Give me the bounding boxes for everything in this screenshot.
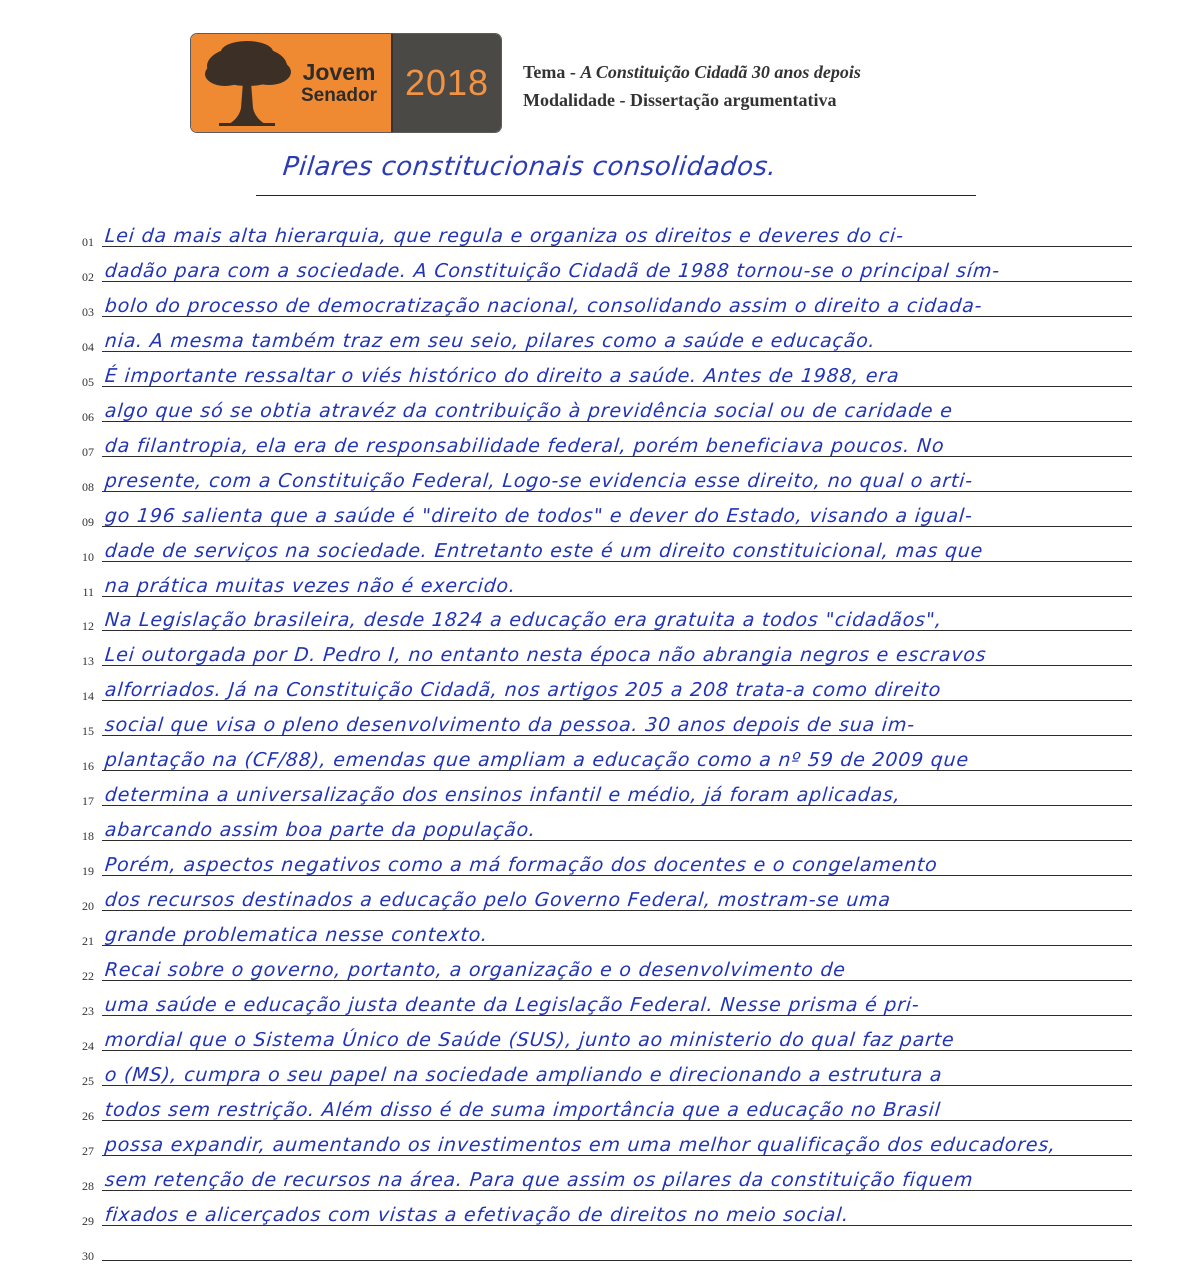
handwritten-text: nia. A mesma também traz em seu seio, pilares como a saúde e educação.	[104, 329, 877, 352]
line-number: 09	[82, 514, 94, 529]
essay-title: Pilares constitucionais consolidados.	[281, 152, 779, 182]
handwritten-text: Lei outorgada por D. Pedro I, no entanto nesta época não abrangia negros e escravos	[104, 644, 988, 667]
essay-line	[0, 251, 1200, 285]
handwritten-text: abarcando assim boa parte da população.	[104, 819, 537, 842]
handwritten-text: Na Legislação brasileira, desde 1824 a educação era gratuita a todos "cidadãos",	[104, 609, 944, 632]
essay-line	[0, 600, 1200, 634]
line-number: 18	[82, 829, 94, 844]
handwritten-text: go 196 salienta que a saúde é "direito de todos" e dever do Estado, visando a igual-	[104, 504, 974, 527]
essay-line	[0, 1090, 1200, 1124]
handwritten-text: todos sem restrição. Além disso é de suma importância que a educação no Brasil	[104, 1098, 942, 1121]
line-number: 16	[82, 759, 94, 774]
handwritten-text: Porém, aspectos negativos como a má formação dos docentes e o congelamento	[104, 854, 939, 877]
logo-year: 2018	[391, 34, 501, 132]
essay-line	[0, 740, 1200, 774]
line-number: 17	[82, 794, 94, 809]
line-number: 24	[82, 1038, 94, 1053]
handwritten-text: uma saúde e educação justa deante da Legislação Federal. Nesse prisma é pri-	[104, 993, 921, 1016]
handwritten-text: dadão para com a sociedade. A Constituição Cidadã de 1988 tornou-se o principal sím-	[104, 259, 1001, 282]
handwritten-text: determina a universalização dos ensinos infantil e médio, já foram aplicadas,	[104, 784, 902, 807]
handwritten-text: bolo do processo de democratização nacional, consolidando assim o direito a cidada-	[104, 294, 984, 317]
tema-label: Tema -	[523, 62, 581, 82]
tema-value: A Constituição Cidadã 30 anos depois	[580, 62, 861, 82]
handwritten-text: alforriados. Já na Constituição Cidadã, nos artigos 205 a 208 trata-a como direito	[104, 679, 943, 702]
ruled-line	[102, 1260, 1132, 1261]
handwritten-text: grande problematica nesse contexto.	[104, 924, 489, 946]
handwritten-text: Recai sobre o governo, portanto, a organização e o desenvolvimento de	[104, 958, 847, 981]
essay-line	[0, 496, 1200, 530]
line-number: 07	[82, 444, 94, 459]
line-number: 28	[82, 1178, 94, 1193]
handwritten-text: algo que só se obtia atravéz da contribuição à previdência social ou de caridade e	[104, 399, 954, 422]
essay-line	[0, 321, 1200, 355]
line-number: 20	[82, 899, 94, 914]
line-number: 04	[82, 339, 94, 354]
essay-line	[0, 775, 1200, 809]
handwritten-text: plantação na (CF/88), emendas que ampliam a educação como a nº 59 de 2009 que	[104, 749, 970, 772]
essay-line	[0, 391, 1200, 425]
modalidade-label: Modalidade -	[523, 90, 631, 110]
line-number: 08	[82, 479, 94, 494]
line-number: 21	[82, 934, 94, 948]
logo-word-senador: Senador	[300, 85, 378, 106]
line-number: 14	[82, 689, 94, 704]
essay-line	[0, 1020, 1200, 1054]
line-number: 03	[82, 304, 94, 319]
line-number: 06	[82, 409, 94, 424]
essay-line	[0, 566, 1200, 600]
essay-line	[0, 880, 1200, 914]
line-number: 15	[82, 724, 94, 739]
handwritten-text: dos recursos destinados a educação pelo Governo Federal, mostram-se uma	[104, 889, 892, 912]
handwritten-text: dade de serviços na sociedade. Entretanto este é um direito constituicional, mas que	[104, 539, 985, 562]
essay-line	[0, 950, 1200, 984]
handwritten-text: É importante ressaltar o viés histórico do direito a saúde. Antes de 1988, era	[104, 364, 901, 387]
essay-line	[0, 705, 1200, 739]
essay-line	[0, 356, 1200, 390]
essay-line	[0, 216, 1200, 250]
line-number: 10	[82, 549, 94, 564]
essay-line	[0, 1055, 1200, 1089]
line-number: 01	[82, 235, 94, 249]
essay-line	[0, 1230, 1200, 1264]
essay-line	[0, 1160, 1200, 1194]
essay-line	[0, 670, 1200, 704]
essay-line	[0, 845, 1200, 879]
line-number: 22	[82, 968, 94, 983]
line-number: 02	[82, 269, 94, 284]
handwritten-text: mordial que o Sistema Único de Saúde (SUS), junto ao ministerio do qual faz parte	[104, 1028, 956, 1051]
essay-line	[0, 1195, 1200, 1229]
essay-line	[0, 531, 1200, 565]
line-number: 26	[82, 1108, 94, 1123]
line-number: 19	[82, 864, 94, 879]
line-number: 25	[82, 1073, 94, 1088]
essay-line	[0, 461, 1200, 495]
line-number: 12	[82, 619, 94, 634]
handwritten-text: possa expandir, aumentando os investimentos em uma melhor qualificação dos educadores,	[104, 1133, 1057, 1156]
handwritten-text: sem retenção de recursos na área. Para que assim os pilares da constituição fiquem	[104, 1168, 975, 1191]
essay-line	[0, 635, 1200, 669]
line-number: 30	[82, 1248, 94, 1263]
handwritten-text: social que visa o pleno desenvolvimento da pessoa. 30 anos depois de sua im-	[104, 714, 916, 737]
essay-line	[0, 985, 1200, 1019]
modalidade-value: Dissertação argumentativa	[630, 90, 837, 110]
essay-line	[0, 286, 1200, 320]
essay-line	[0, 426, 1200, 460]
line-number: 05	[82, 374, 94, 389]
line-number: 23	[82, 1003, 94, 1018]
handwritten-text: o (MS), cumpra o seu papel na sociedade ampliando e direcionando a estrutura a	[104, 1063, 944, 1086]
handwritten-text: na prática muitas vezes não é exercido.	[104, 574, 517, 597]
line-number: 27	[82, 1143, 94, 1158]
handwritten-text: fixados e alicerçados com vistas a efetivação de direitos no meio social.	[104, 1203, 851, 1226]
essay-line	[0, 915, 1200, 949]
essay-line	[0, 810, 1200, 844]
logo-word-jovem: Jovem	[302, 59, 376, 85]
line-number: 11	[82, 584, 94, 599]
line-number: 13	[82, 654, 94, 669]
line-number: 29	[82, 1213, 94, 1228]
handwritten-text: da filantropia, ela era de responsabilidade federal, porém beneficiava poucos. No	[104, 434, 946, 457]
essay-line	[0, 1125, 1200, 1159]
handwritten-text: presente, com a Constituição Federal, Logo-se evidencia esse direito, no qual o arti-	[104, 469, 974, 492]
handwritten-text: Lei da mais alta hierarquia, que regula e organiza os direitos e deveres do ci-	[104, 225, 905, 247]
